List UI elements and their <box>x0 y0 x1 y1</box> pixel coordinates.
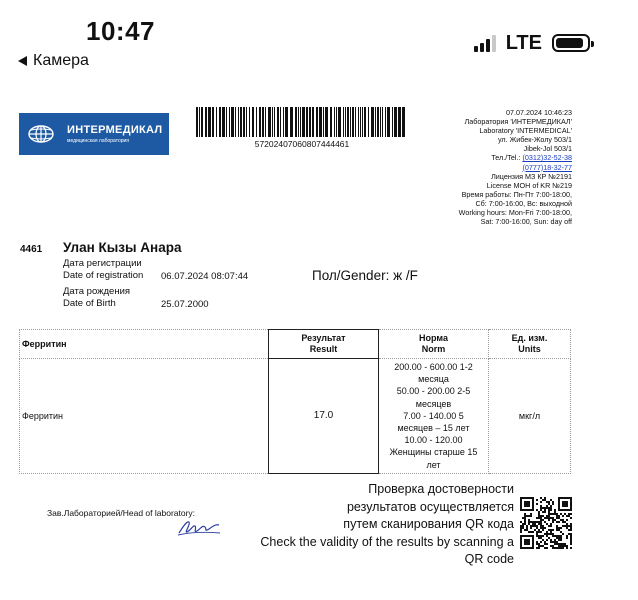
globe-icon <box>27 120 55 148</box>
test-name: Ферритин <box>20 359 269 474</box>
hours-ru-2: Сб: 7:00-16:00, Вс: выходной <box>475 198 572 208</box>
norm-line: 50.00 - 200.00 2-5 <box>396 386 471 397</box>
result-value: 17.0 <box>269 359 379 474</box>
back-label: Камера <box>33 52 89 69</box>
logo-title: ИНТЕРМЕДИКАЛ <box>67 124 163 136</box>
network-type: LTE <box>505 32 542 54</box>
status-time: 10:47 <box>86 16 155 46</box>
lab-logo <box>19 113 169 155</box>
head-of-lab-label: Зав.Лабораторией/Head of laboratory: <box>47 508 196 518</box>
lab-name-en: Laboratory 'INTERMEDICAL' <box>479 126 572 136</box>
barcode-number: 57202407060807444461 <box>254 139 350 149</box>
dob-label-en: Date of Birth <box>63 298 116 309</box>
verify-line: результатов осуществляется <box>346 499 514 514</box>
lab-address-ru: ул. Жибек-Жолу 503/1 <box>497 135 572 145</box>
verification-note <box>260 481 514 569</box>
results-table <box>19 329 571 474</box>
units-header-en: Units <box>518 344 541 354</box>
verify-line: путем сканирования QR кода <box>343 517 514 531</box>
result-header-en: Result <box>309 344 338 354</box>
phone-link-1[interactable]: (0312)32-52-38 <box>522 153 572 163</box>
norm-line: Женщины старше 15 <box>389 447 478 458</box>
cellular-signal-icon <box>474 34 496 52</box>
dob-label-ru: Дата рождения <box>63 286 131 297</box>
phone-prefix: Тел./Tel.: <box>491 153 523 163</box>
units-header-ru: Ед. изм. <box>511 333 548 343</box>
signature-image <box>176 516 222 538</box>
norm-line: лет <box>426 459 441 470</box>
norm-values <box>379 359 489 474</box>
registration-label-ru: Дата регистрации <box>63 258 142 269</box>
dob-label <box>63 286 130 310</box>
qr-code[interactable] <box>520 497 572 549</box>
norm-header-ru: Норма <box>419 333 448 343</box>
patient-gender: Пол/Gender: ж /F <box>312 268 418 283</box>
section-title: Ферритин <box>20 330 269 359</box>
back-to-camera-link[interactable] <box>18 52 89 70</box>
phone-link-2[interactable]: (0777)18-32-77 <box>522 162 572 172</box>
back-arrow-icon <box>18 56 27 66</box>
lab-info <box>459 108 572 226</box>
norm-line: месяцев <box>415 398 452 409</box>
table-header-row <box>20 330 571 359</box>
verify-line: QR code <box>464 552 514 566</box>
patient-id: 4461 <box>20 244 43 255</box>
registration-date: 06.07.2024 08:07:44 <box>161 271 249 282</box>
result-header-ru: Результат <box>301 333 346 343</box>
units-header <box>489 330 571 359</box>
norm-line: месяца <box>418 374 449 385</box>
norm-line: месяцев – 15 лет <box>397 423 470 434</box>
logo-subtitle: медицинская лаборатория <box>67 138 130 144</box>
hours-en-1: Working hours: Mon-Fri 7:00-18:00, <box>458 208 572 218</box>
lab-name-ru: Лаборатория 'ИНТЕРМЕДИКАЛ' <box>464 117 572 127</box>
verify-line: Check the validity of the results by scanning a <box>260 534 514 549</box>
table-row <box>20 359 571 474</box>
norm-header <box>379 330 489 359</box>
battery-icon <box>552 34 590 52</box>
norm-line: 10.00 - 120.00 <box>404 435 463 446</box>
norm-header-en: Norm <box>421 344 446 354</box>
barcode <box>196 107 408 137</box>
print-datetime: 07.07.2024 10:46:23 <box>506 108 572 117</box>
norm-line: 200.00 - 600.00 1-2 <box>394 362 473 372</box>
patient-name: Улан Кызы Анара <box>63 240 182 255</box>
result-header <box>269 330 379 359</box>
hours-ru-1: Время работы: Пн-Пт 7:00-18:00, <box>461 189 572 199</box>
units-value: мкг/л <box>489 359 571 474</box>
registration-label-en: Date of registration <box>63 270 144 281</box>
license-ru: Лицензия МЗ КР №2191 <box>491 171 572 181</box>
verify-line: Проверка достоверности <box>368 482 514 496</box>
license-en: License MOH of KR №219 <box>486 180 572 190</box>
dob-value: 25.07.2000 <box>161 299 209 310</box>
lab-phone-line <box>459 153 572 162</box>
hours-en-2: Sat: 7:00-16:00, Sun: day off <box>480 217 572 227</box>
lab-address-en: Jibek-Jol 503/1 <box>523 144 572 154</box>
status-indicators <box>474 34 590 52</box>
registration-label <box>63 258 143 282</box>
norm-line: 7.00 - 140.00 5 <box>403 410 464 421</box>
